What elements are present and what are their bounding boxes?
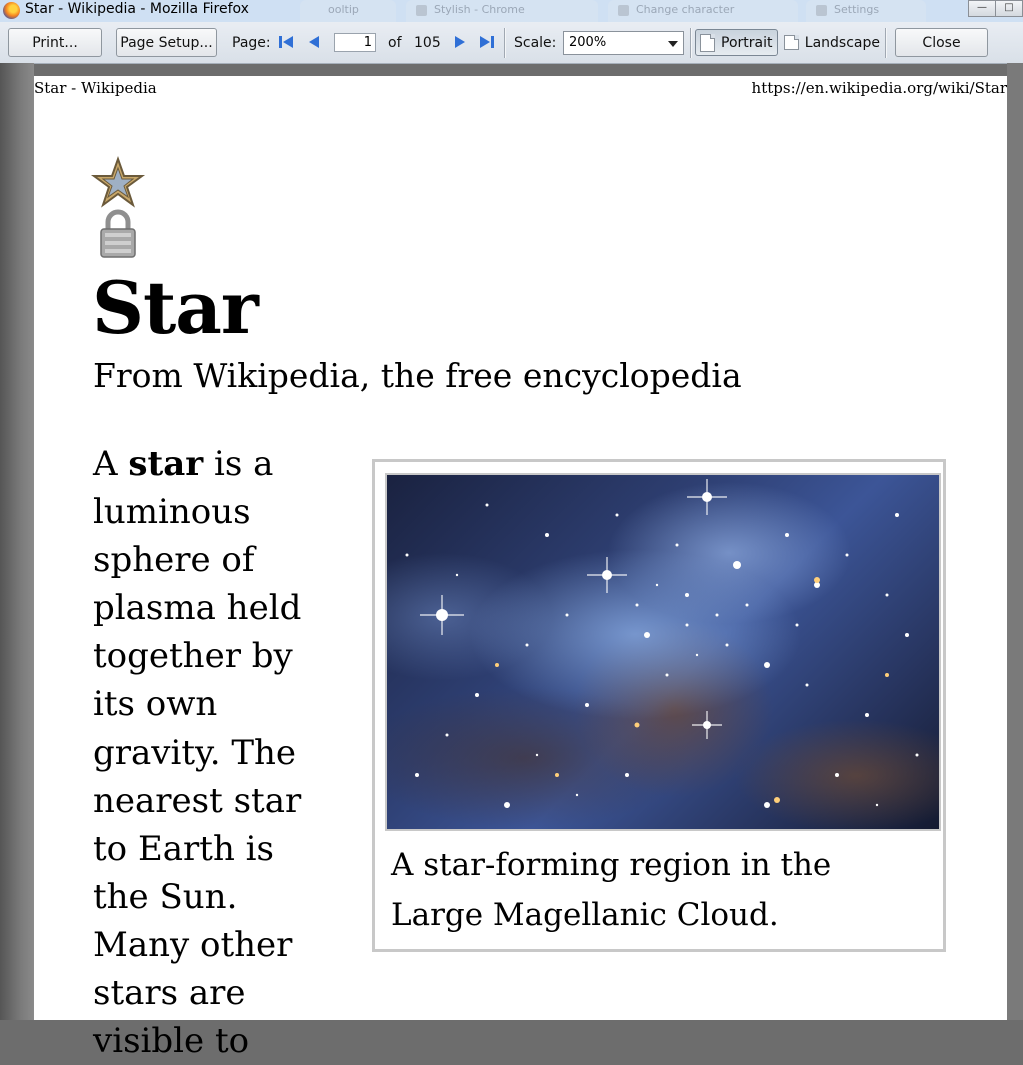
intro-bold-term[interactable]: star bbox=[128, 444, 204, 484]
page-header-title: Star - Wikipedia bbox=[34, 79, 157, 97]
preview-scrollbar[interactable] bbox=[1007, 63, 1023, 1020]
tab-label: Settings bbox=[834, 3, 880, 16]
portrait-page-icon bbox=[700, 34, 715, 52]
landscape-page-icon bbox=[784, 35, 799, 50]
next-page-icon[interactable] bbox=[451, 34, 469, 50]
tab-label: Stylish - Chrome bbox=[434, 3, 525, 16]
maximize-icon[interactable]: □ bbox=[995, 0, 1023, 17]
semi-protected-lock-icon bbox=[99, 208, 137, 260]
previous-page-icon[interactable] bbox=[306, 34, 324, 50]
print-preview-page bbox=[34, 76, 1007, 1062]
tab-favicon-icon bbox=[618, 5, 629, 16]
page-header-url: https://en.wikipedia.org/wiki/Star bbox=[751, 79, 1007, 97]
background-tab[interactable] bbox=[806, 0, 926, 22]
tab-label: ooltip bbox=[328, 3, 359, 16]
print-preview-toolbar bbox=[0, 22, 1023, 64]
starfield bbox=[387, 475, 939, 829]
portrait-button[interactable] bbox=[695, 29, 778, 56]
intro-text: is a luminous sphere of plasma held together by its own gravity. The nearest star to Earth is the Sun. Many other stars are visible to bbox=[93, 444, 302, 1062]
toolbar-separator bbox=[885, 28, 887, 58]
background-tab[interactable] bbox=[300, 0, 396, 22]
page-label: Page: bbox=[232, 35, 271, 51]
window-titlebar bbox=[0, 0, 1023, 22]
portrait-label: Portrait bbox=[721, 34, 773, 51]
tab-label: Change character bbox=[636, 3, 735, 16]
page-number-input[interactable]: 1 bbox=[334, 33, 376, 52]
intro-lead: A bbox=[93, 444, 129, 484]
image-caption: A star-forming region in the Large Magellanic Cloud. bbox=[391, 847, 832, 933]
article-title: Star bbox=[92, 265, 258, 350]
first-page-icon[interactable] bbox=[278, 34, 296, 50]
infobox-thumbnail bbox=[372, 459, 946, 952]
toolbar-separator bbox=[690, 28, 692, 58]
window-title: Star - Wikipedia - Mozilla Firefox bbox=[25, 1, 249, 17]
scale-value: 200% bbox=[569, 35, 607, 50]
scale-label: Scale: bbox=[514, 35, 557, 51]
article-intro-paragraph bbox=[93, 440, 333, 1065]
preview-margin bbox=[0, 63, 34, 1020]
landscape-label: Landscape bbox=[804, 34, 880, 51]
landscape-button[interactable] bbox=[780, 29, 880, 56]
window-controls bbox=[969, 0, 1023, 16]
article-tagline: From Wikipedia, the free encyclopedia bbox=[93, 356, 742, 395]
of-label: of bbox=[388, 35, 402, 51]
toolbar-separator bbox=[504, 28, 506, 58]
chevron-down-icon bbox=[668, 41, 678, 47]
firefox-logo-icon bbox=[3, 2, 20, 19]
last-page-icon[interactable] bbox=[478, 34, 496, 50]
tab-favicon-icon bbox=[816, 5, 827, 16]
page-setup-button[interactable]: Page Setup... bbox=[116, 28, 217, 57]
close-button[interactable]: Close bbox=[895, 28, 988, 57]
featured-article-star-icon bbox=[92, 158, 144, 208]
background-tab[interactable] bbox=[608, 0, 798, 22]
star-forming-region-image[interactable] bbox=[385, 473, 941, 831]
tab-favicon-icon bbox=[416, 5, 427, 16]
background-tab[interactable] bbox=[406, 0, 598, 22]
print-button[interactable]: Print... bbox=[8, 28, 102, 57]
total-pages: 105 bbox=[414, 35, 441, 51]
scale-select[interactable] bbox=[563, 31, 684, 55]
minimize-icon[interactable]: — bbox=[968, 0, 996, 17]
